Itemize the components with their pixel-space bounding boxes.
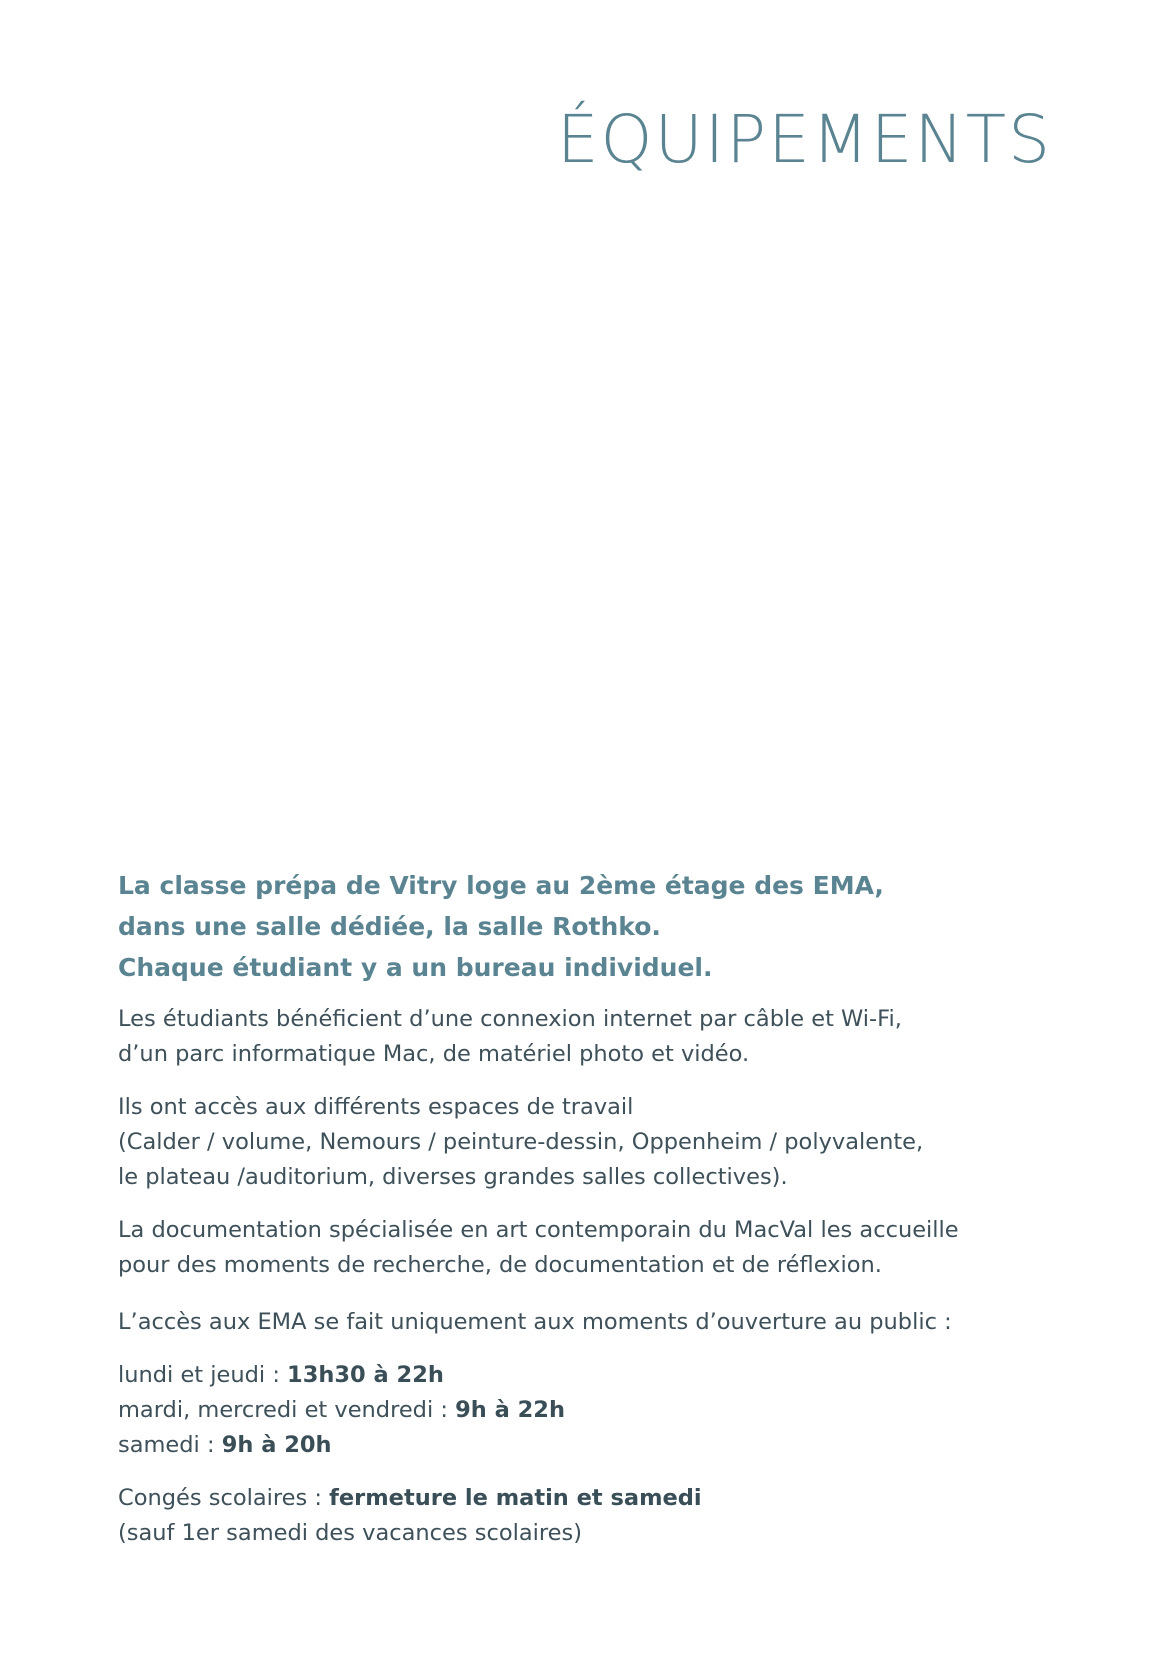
connexion-paragraph [118, 1002, 1078, 1072]
hours-time: 13h30 à 22h [287, 1362, 444, 1388]
espaces-paragraph [118, 1090, 1078, 1195]
text-line: Ils ont accès aux différents espaces de travail [118, 1094, 634, 1120]
holidays-value: fermeture le matin et samedi [329, 1485, 702, 1511]
holidays-row [118, 1481, 1078, 1516]
text-line: d’un parc informatique Mac, de matériel photo et vidéo. [118, 1041, 750, 1067]
opening-hours [118, 1358, 1078, 1463]
text-line: pour des moments de recherche, de documentation et de réflexion. [118, 1252, 882, 1278]
holidays-label: Congés scolaires : [118, 1485, 330, 1511]
hours-time: 9h à 22h [455, 1397, 565, 1423]
text-line: le plateau /auditorium, diverses grandes salles collectives). [118, 1164, 788, 1190]
lead-line: La classe prépa de Vitry loge au 2ème étage des EMA, [118, 871, 884, 900]
text-line: La documentation spécialisée en art contemporain du MacVal les accueille [118, 1217, 959, 1243]
holidays-paragraph [118, 1481, 1078, 1551]
acces-paragraph [118, 1305, 1078, 1340]
hours-days: lundi et jeudi : [118, 1362, 288, 1388]
lead-line: Chaque étudiant y a un bureau individuel. [118, 953, 713, 982]
hours-row [118, 1393, 1078, 1428]
text-line: L’accès aux EMA se fait uniquement aux moments d’ouverture au public : [118, 1309, 952, 1335]
lead-line: dans une salle dédiée, la salle Rothko. [118, 912, 661, 941]
hours-days: samedi : [118, 1432, 222, 1458]
hours-time: 9h à 20h [221, 1432, 332, 1458]
lead-paragraph [118, 865, 1078, 988]
content-section [118, 865, 1078, 1569]
hours-days: mardi, mercredi et vendredi : [118, 1397, 456, 1423]
text-line: Les étudiants bénéficient d’une connexion internet par câble et Wi-Fi, [118, 1006, 902, 1032]
text-line: (Calder / volume, Nemours / peinture-dessin, Oppenheim / polyvalente, [118, 1129, 924, 1155]
hours-row [118, 1358, 1078, 1393]
hours-row [118, 1428, 1078, 1463]
page-title: ÉQUIPEMENTS [556, 101, 1052, 178]
holidays-note: (sauf 1er samedi des vacances scolaires) [118, 1520, 582, 1546]
documentation-paragraph [118, 1213, 1078, 1283]
